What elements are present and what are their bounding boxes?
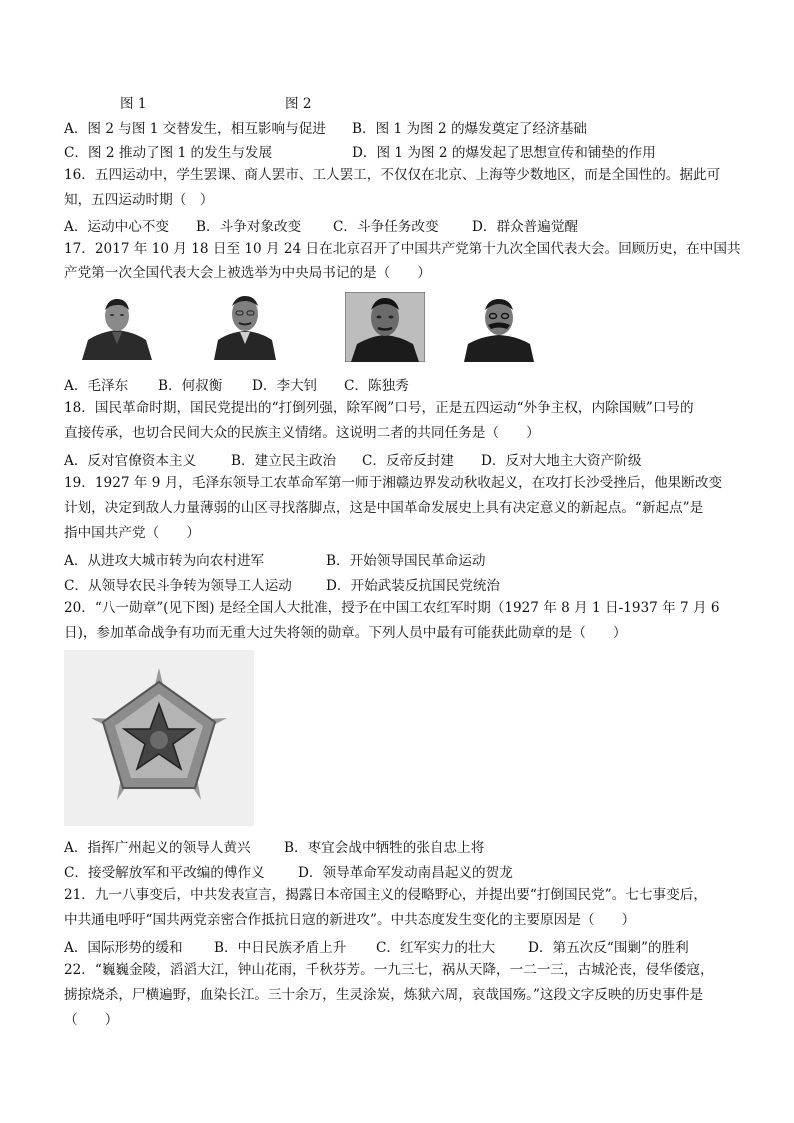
q21-stem-line-2: 中共通电呼吁“国共两党亲密合作抵抗日寇的新进攻”。中共态度发生变化的主要原因是（ ）	[64, 912, 636, 928]
q15-option-b: B．图 1 为图 2 的爆发奠定了经济基础	[352, 121, 587, 137]
q20-option-c: C．接受解放军和平改编的傅作义	[64, 865, 265, 881]
q19-stem-line-3: 指中国共产党（ ）	[64, 525, 200, 541]
q16-option-d: D．群众普遍觉醒	[472, 219, 579, 235]
portrait-he-shuheng	[212, 292, 278, 360]
q19-option-b: B．开始领导国民革命运动	[326, 553, 486, 569]
q20-stem-line-1: 20．“八一勋章”(见下图) 是经全国人大批准，授予在中国工农红军时期（1927 年 8 月 1 日-1937 年 7 月 6	[64, 600, 720, 616]
q18-stem-line-2: 直接传承，也切合民间大众的民族主义情绪。这说明二者的共同任务是（ ）	[64, 425, 540, 441]
q18-option-c: C．反帝反封建	[362, 453, 454, 469]
q18-option-a: A．反对官僚资本主义	[64, 453, 197, 469]
q22-stem-line-1: 22．“巍巍金陵，滔滔大江，钟山花雨，千秋芬芳。一九三七，祸从天降，一二一三，古城沦丧，侵华倭寇，	[64, 962, 714, 978]
portrait-li-dazhao	[345, 292, 425, 362]
q21-option-d: D．第五次反“围剿”的胜利	[528, 940, 689, 956]
q17-option-c: C．陈独秀	[344, 378, 409, 394]
q16-option-a: A．运动中心不变	[64, 219, 169, 235]
q20-option-d: D．领导革命军发动南昌起义的贺龙	[298, 865, 513, 881]
q17-option-d: D．李大钊	[252, 378, 318, 394]
q16-stem-line-1: 16．五四运动中，学生罢课、商人罢市、工人罢工，不仅仅在北京、上海等少数地区，而是全国性的。据此可	[64, 167, 721, 183]
q15-option-c: C．图 2 推动了图 1 的发生与发展	[64, 145, 273, 161]
q20-option-b: B．枣宜会战中牺牲的张自忠上将	[284, 840, 485, 856]
q18-option-d: D．反对大地主大资产阶级	[481, 453, 642, 469]
q16-stem-line-2: 知，五四运动时期（ ）	[64, 192, 214, 208]
q16-option-c: C．斗争任务改变	[333, 219, 439, 235]
figure-1-label: 图 1	[120, 96, 147, 112]
q15-option-d: D．图 1 为图 2 的爆发起了思想宣传和铺垫的作用	[352, 145, 656, 161]
q21-option-b: B．中日民族矛盾上升	[214, 940, 347, 956]
q17-stem-line-2: 产党第一次全国代表大会上被选举为中央局书记的是（ ）	[64, 265, 432, 281]
q21-stem-line-1: 21．九一八事变后，中共发表宣言，揭露日本帝国主义的侵略野心，并提出要“打倒国民党”。七七事变后，	[64, 887, 707, 903]
figure-2-label: 图 2	[285, 96, 312, 112]
bayi-medal-image	[64, 650, 254, 826]
q22-stem-line-2: 掳掠烧杀，尸横遍野，血染长江。三十余万，生灵涂炭，炼狱六周，哀哉国殇。”这段文字反映的历史事件是	[64, 987, 704, 1003]
q20-stem-line-2: 日)，参加革命战争有功而无重大过失将领的勋章。下列人员中最有可能获此勋章的是（ ）	[64, 625, 627, 641]
q17-option-b: B．何叔衡	[158, 378, 223, 394]
q15-option-a: A．图 2 与图 1 交替发生，相互影响与促进	[64, 121, 326, 137]
q19-stem-line-2: 计划，决定到敌人力量薄弱的山区寻找落脚点，这是中国革命发展史上具有决定意义的新起点。“新起点”是	[64, 500, 704, 516]
q20-option-a: A．指挥广州起义的领导人黄兴	[64, 840, 251, 856]
q18-option-b: B．建立民主政治	[231, 453, 337, 469]
q19-option-c: C．从领导农民斗争转为领导工人运动	[64, 578, 292, 594]
q17-option-a: A．毛泽东	[64, 378, 129, 394]
q19-stem-line-1: 19．1927 年 9 月，毛泽东领导工农革命军第一师于湘赣边界发动秋收起义，在攻打长沙受挫后，他果断改变	[64, 475, 723, 491]
portrait-mao-zedong	[76, 296, 158, 360]
q21-option-a: A．国际形势的缓和	[64, 940, 183, 956]
q18-stem-line-1: 18．国民革命时期，国民党提出的“打倒列强，除军阀”口号，正是五四运动“外争主权，内除国贼”口号的	[64, 400, 694, 416]
q17-stem-line-1: 17．2017 年 10 月 18 日至 10 月 24 日在北京召开了中国共产党第十九次全国代表大会。回顾历史，在中国共	[64, 241, 741, 257]
q21-option-c: C．红军实力的壮大	[376, 940, 496, 956]
q19-option-a: A．从进攻大城市转为向农村进军	[64, 553, 265, 569]
q19-option-d: D．开始武装反抗国民党统治	[326, 578, 501, 594]
q16-option-b: B．斗争对象改变	[196, 219, 302, 235]
portrait-chen-duxiu	[462, 296, 536, 362]
q22-stem-line-3: （ ）	[64, 1012, 119, 1028]
